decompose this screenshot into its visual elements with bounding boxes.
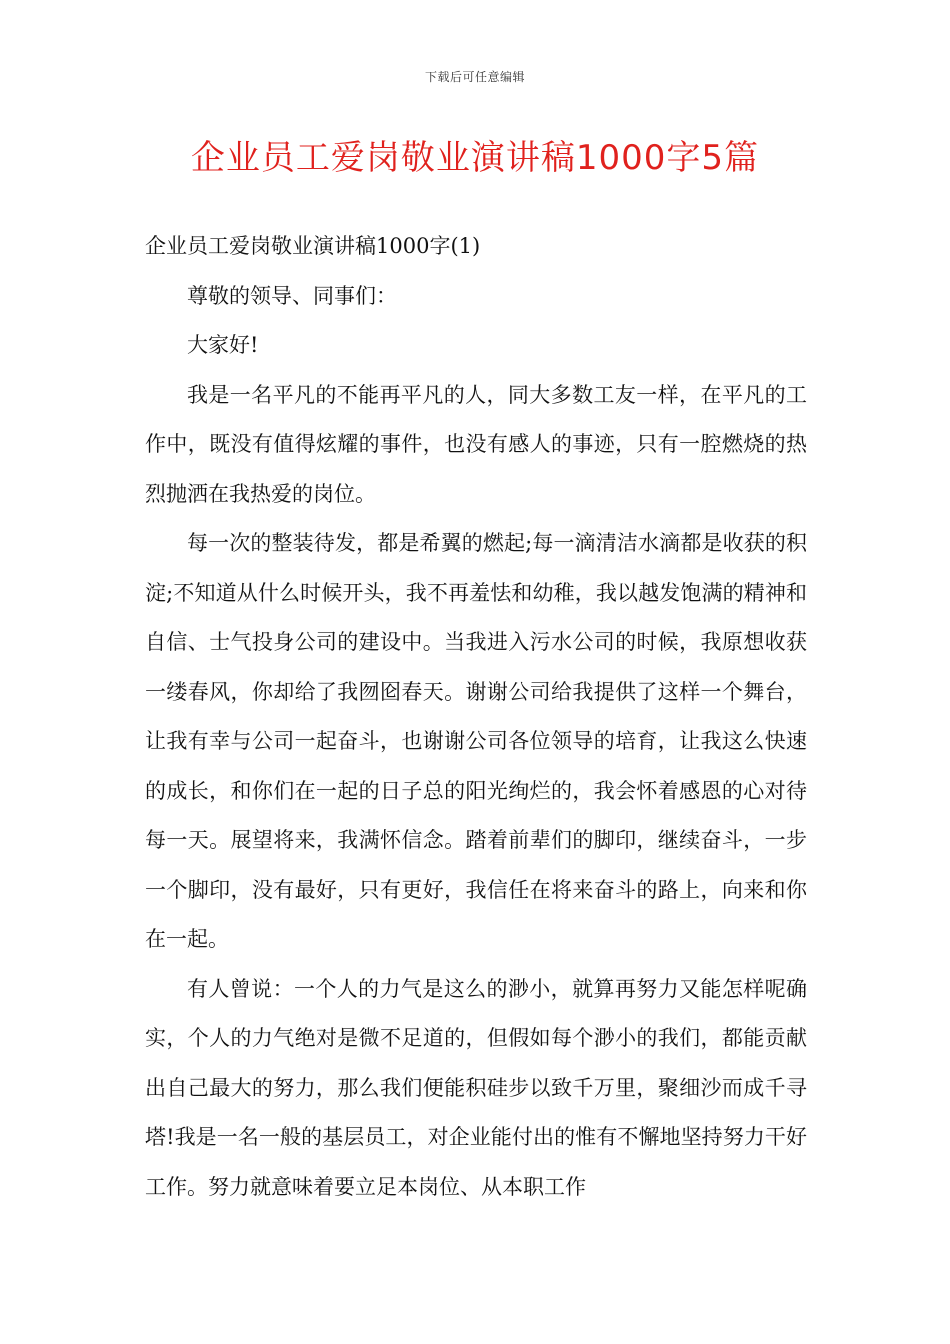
header-note: 下载后可任意编辑: [424, 70, 525, 84]
document-body: [145, 222, 807, 1212]
salutation: 尊敬的领导、同事们：: [187, 283, 397, 308]
paragraph: 有人曾说：一个人的力气是这么的渺小，就算再努力又能怎样呢确实，个人的力气绝对是微不足道的，但假如每个渺小的我们，都能贡献出自己最大的努力，那么我们便能积硅步以致千万里，聚细沙而成千寻塔!我是一名一般的基层员工，对企业能付出的惟有不懈地坚持努力干好工作。努力就意味着要立足本岗位、从本职工作: [145, 976, 807, 1199]
greeting: 大家好!: [187, 333, 259, 357]
section-title: 企业员工爱岗敬业演讲稿1000字(1): [145, 234, 481, 258]
paragraph: 每一次的整装待发，都是希翼的燃起;每一滴清洁水滴都是收获的积淀;不知道从什么时候开头，我不再羞怯和幼稚，我以越发饱满的精神和自信、士气投身公司的建设中。当我进入污水公司的时候，我原想收获一缕春风，你却给了我囫囵春天。谢谢公司给我提供了这样一个舞台，让我有幸与公司一起奋斗，也谢谢公司各位领导的培育，让我这么快速的成长，和你们在一起的日子总的阳光绚烂的，我会怀着感恩的心对待每一天。展望将来，我满怀信念。踏着前辈们的脚印，继续奋斗，一步一个脚印，没有最好，只有更好，我信任在将来奋斗的路上，向来和你在一起。: [145, 531, 807, 951]
paragraph: 我是一名平凡的不能再平凡的人，同大多数工友一样，在平凡的工作中，既没有值得炫耀的事件，也没有感人的事迹，只有一腔燃烧的热烈抛洒在我热爱的岗位。: [145, 382, 807, 506]
document-title: 企业员工爱岗敬业演讲稿1000字5篇: [190, 138, 760, 178]
